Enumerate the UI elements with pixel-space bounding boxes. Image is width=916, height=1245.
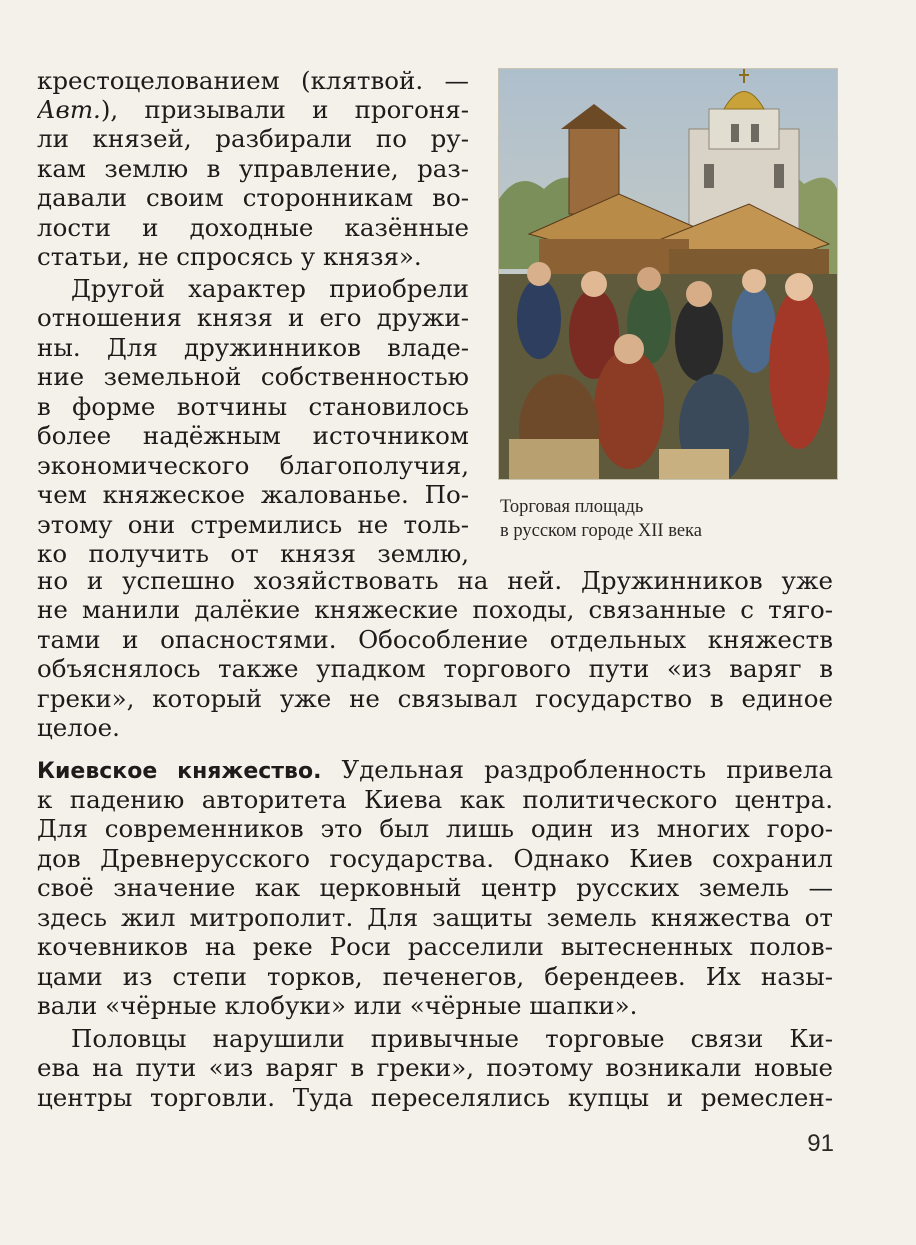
text-line: кам землю в управление, раз- xyxy=(37,154,469,183)
figure-caption-line: Торговая площадь xyxy=(500,497,644,517)
text-line: к падению авторитета Киева как политического центра. xyxy=(37,785,833,814)
text-line: чем княжеское жалованье. По- xyxy=(37,480,469,509)
text-line: Для современников это был лишь один из многих горо- xyxy=(37,814,833,843)
text-line: целое. xyxy=(37,713,120,742)
section-heading: Киевское княжество. xyxy=(37,759,322,784)
text-line: дов Древнерусского государства. Однако Киев сохранил xyxy=(37,844,833,873)
text-line: давали своим сторонникам во- xyxy=(37,183,469,212)
text-line: здесь жил митрополит. Для защиты земель княжества от xyxy=(37,903,833,932)
text-line: объяснялось также упадком торгового пути «из варяг в xyxy=(37,654,833,683)
page-number: 91 xyxy=(807,1130,834,1157)
text-line: экономического благополучия, xyxy=(37,451,469,480)
text-line: в форме вотчины становилось xyxy=(37,392,469,421)
text-line: вали «чёрные клобуки» или «чёрные шапки». xyxy=(37,991,638,1020)
text-line: центры торговли. Туда переселялись купцы и ремеслен- xyxy=(37,1083,833,1112)
text-line: ны. Для дружинников владе- xyxy=(37,333,469,362)
text-line: тами и опасностями. Обособление отдельных княжеств xyxy=(37,625,833,654)
text-line: Авт.), призывали и прогоня- xyxy=(37,95,469,124)
figure-caption-line: в русском городе XII века xyxy=(500,521,702,541)
text-line: этому они стремились не толь- xyxy=(37,510,469,539)
text-line: но и успешно хозяйствовать на ней. Дружинников уже xyxy=(37,566,833,595)
text-line: Другой характер приобрели xyxy=(71,274,469,303)
text-line: Половцы нарушили привычные торговые связи Ки- xyxy=(71,1024,833,1053)
text-line: крестоцелованием (клятвой. — xyxy=(37,66,469,95)
text-line: кочевников на реке Роси расселили вытесненных полов- xyxy=(37,932,833,961)
text-line: ние земельной собственностью xyxy=(37,362,469,391)
text-line: цами из степи торков, печенегов, берендеев. Их назы- xyxy=(37,962,833,991)
text-line: ли князей, разбирали по ру- xyxy=(37,124,469,153)
market-scene-image xyxy=(499,69,837,479)
text-line: своё значение как церковный центр русских земель — xyxy=(37,873,833,902)
text-line: более надёжным источником xyxy=(37,421,469,450)
author-abbreviation: Авт. xyxy=(37,95,101,124)
text-line: лости и доходные казённые xyxy=(37,213,469,242)
text-line: не манили далёкие княжеские походы, связанные с тяго- xyxy=(37,595,833,624)
text-line: ева на пути «из варяг в греки», поэтому возникали новые xyxy=(37,1053,833,1082)
text-line: греки», который уже не связывал государство в единое xyxy=(37,684,833,713)
text-line: статьи, не спросясь у князя». xyxy=(37,242,422,271)
text-line: ко получить от князя землю, xyxy=(37,539,469,568)
text-line: отношения князя и его дружи- xyxy=(37,303,469,332)
market-square-illustration xyxy=(498,68,838,480)
text-line: Киевское княжество. Удельная раздробленность привела xyxy=(37,755,833,784)
